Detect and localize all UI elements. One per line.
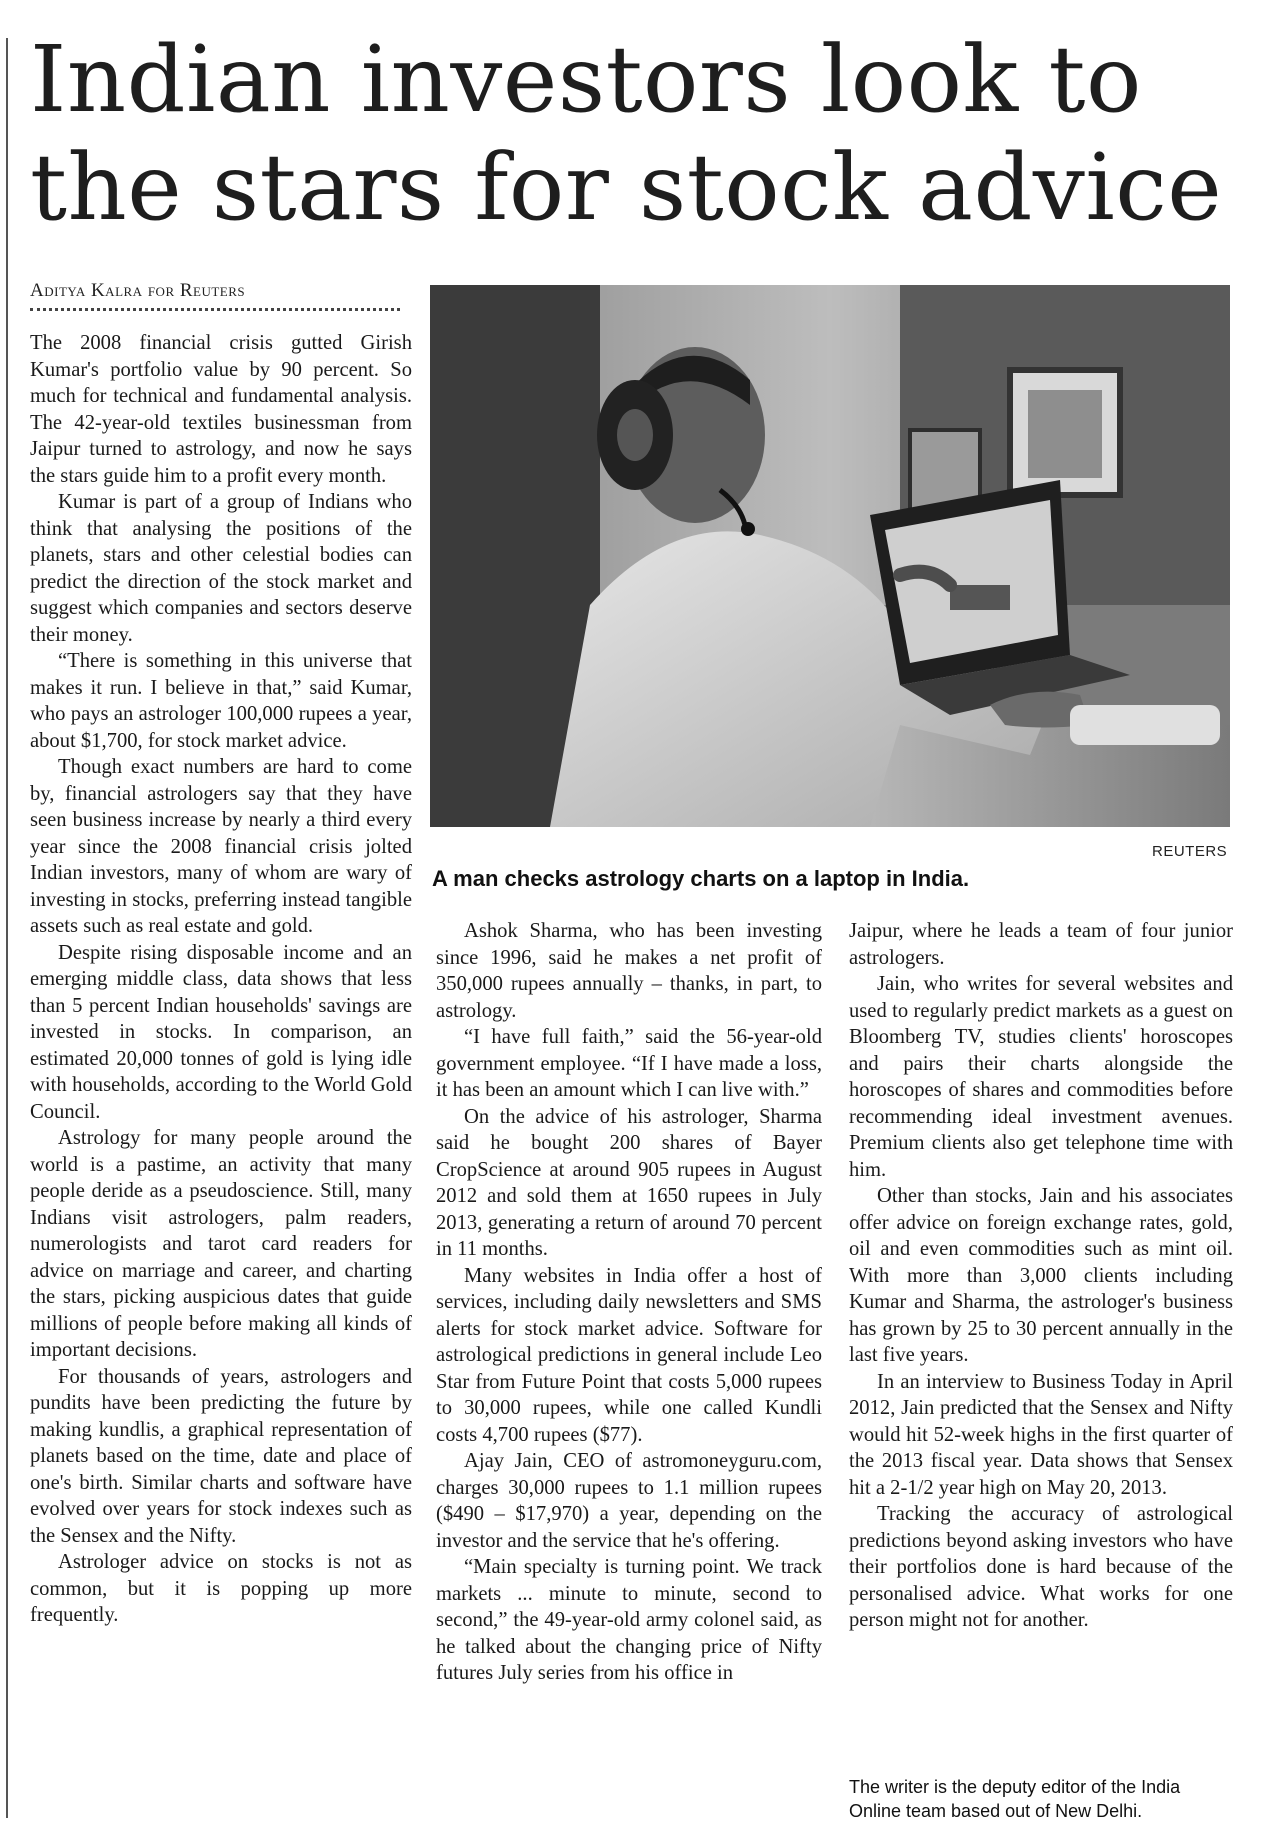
article-column-2	[436, 918, 822, 1687]
byline-divider	[30, 308, 400, 311]
paragraph: Despite rising disposable income and an emerging middle class, data shows that less than 5 percent Indian households' savings are invested in stocks. In comparison, an estimated 20,000 tonnes of gold is lying idle with households, according to the World Gold Council.	[30, 941, 412, 1123]
photo-caption: A man checks astrology charts on a laptop in India.	[432, 866, 970, 891]
paragraph: Other than stocks, Jain and his associates offer advice on foreign exchange rates, gold, oil and even commodities such as mint oil. With more than 3,000 clients including Kumar and Sharma, the astrologer's business has grown by 25 to 30 percent annually in the last five years.	[849, 1185, 1233, 1366]
paragraph: Astrology for many people around the world is a pastime, an activity that many people deride as a pseudoscience. Still, many Indians visit astrologers, palm readers, numerologists and tarot card readers for advice on marriage and career, and charting the stars, picking auspicious dates that guide millions of people before making all kinds of important decisions.	[30, 1127, 412, 1361]
paragraph: In an interview to Business Today in April 2012, Jain predicted that the Sensex and Nifty would hit 52-week highs in the first quarter of the 2013 fiscal year. Data shows that Sensex hit a 2-1/2 year high on May 20, 2013.	[849, 1370, 1233, 1499]
paragraph: “I have full faith,” said the 56-year-old government employee. “If I have made a loss, it has been an amount which I can live with.”	[436, 1026, 822, 1101]
paragraph: Kumar is part of a group of Indians who think that analysing the positions of the planets, stars and other celestial bodies can predict the direction of the stock market and suggest which companies and sectors deserve their money.	[30, 491, 412, 646]
paragraph: Jain, who writes for several websites and used to regularly predict markets as a guest on Bloomberg TV, studies clients' horoscopes and pairs their charts alongside the horoscopes of shares and commodities before recommending ideal investment avenues. Premium clients also get telephone time with him.	[849, 973, 1233, 1181]
article-column-3	[849, 918, 1233, 1634]
paragraph: Jaipur, where he leads a team of four junior astrologers.	[849, 920, 1233, 969]
photo-credit: REUTERS	[1152, 843, 1228, 860]
photo-illustration	[430, 285, 1230, 827]
headline-line-1: Indian investors look to	[30, 26, 1142, 133]
paragraph: Tracking the accuracy of astrological predictions beyond asking investors who have their portfolios done is hard because of the personalised advice. What works for one person might not for another.	[849, 1503, 1233, 1631]
paragraph: For thousands of years, astrologers and pundits have been predicting the future by making kundlis, a graphical representation of planets based on the time, date and place of one's birth. Similar charts and software have evolved over years for stock indexes such as the Sensex and the Nifty.	[30, 1365, 412, 1547]
paragraph: “Main specialty is turning point. We track markets ... minute to minute, second to second,” the 49-year-old army colonel said, as he talked about the changing price of Nifty futures July series from his office in	[436, 1556, 822, 1684]
column-rule	[6, 38, 8, 1818]
paragraph: Many websites in India offer a host of services, including daily newsletters and SMS alerts for stock market advice. Software for astrological predictions in general include Leo Star from Future Point that costs 5,000 rupees to 30,000 rupees, while one called Kundli costs 4,700 rupees ($77).	[436, 1264, 822, 1446]
article-column-1	[30, 330, 412, 1629]
byline: Aditya Kalra for Reuters	[30, 280, 246, 301]
paragraph: Ajay Jain, CEO of astromoneyguru.com, charges 30,000 rupees to 1.1 million rupees ($490 – $17,970) a year, depending on the investor and the service that he's offering.	[436, 1450, 822, 1552]
paragraph: On the advice of his astrologer, Sharma said he bought 200 shares of Bayer CropScience at around 905 rupees in August 2012 and sold them at 1650 rupees in July 2013, generating a return of around 70 percent in 11 months.	[436, 1105, 822, 1260]
headline	[30, 26, 1245, 242]
headline-line-2: the stars for stock advice	[30, 134, 1223, 241]
paragraph: “There is something in this universe that makes it run. I believe in that,” said Kumar, who pays an astrologer 100,000 rupees a year, about $1,700, for stock market advice.	[30, 650, 412, 752]
paragraph: The 2008 financial crisis gutted Girish Kumar's portfolio value by 90 percent. So much for technical and fundamental analysis. The 42-year-old textiles businessman from Jaipur turned to astrology, and now he says the stars guide him to a profit every month.	[30, 332, 412, 487]
article-photo	[430, 285, 1230, 827]
paragraph: Though exact numbers are hard to come by, financial astrologers say that they have seen business increase by nearly a third every year since the 2008 financial crisis jolted Indian investors, many of whom are wary of investing in stocks, preferring instead tangible assets such as real estate and gold.	[30, 756, 412, 937]
author-note: The writer is the deputy editor of the India Online team based out of New Delhi.	[849, 1777, 1181, 1821]
paragraph: Ashok Sharma, who has been investing since 1996, said he makes a net profit of 350,000 rupees annually – thanks, in part, to astrology.	[436, 920, 822, 1022]
paragraph: Astrologer advice on stocks is not as common, but it is popping up more frequently.	[30, 1551, 412, 1626]
